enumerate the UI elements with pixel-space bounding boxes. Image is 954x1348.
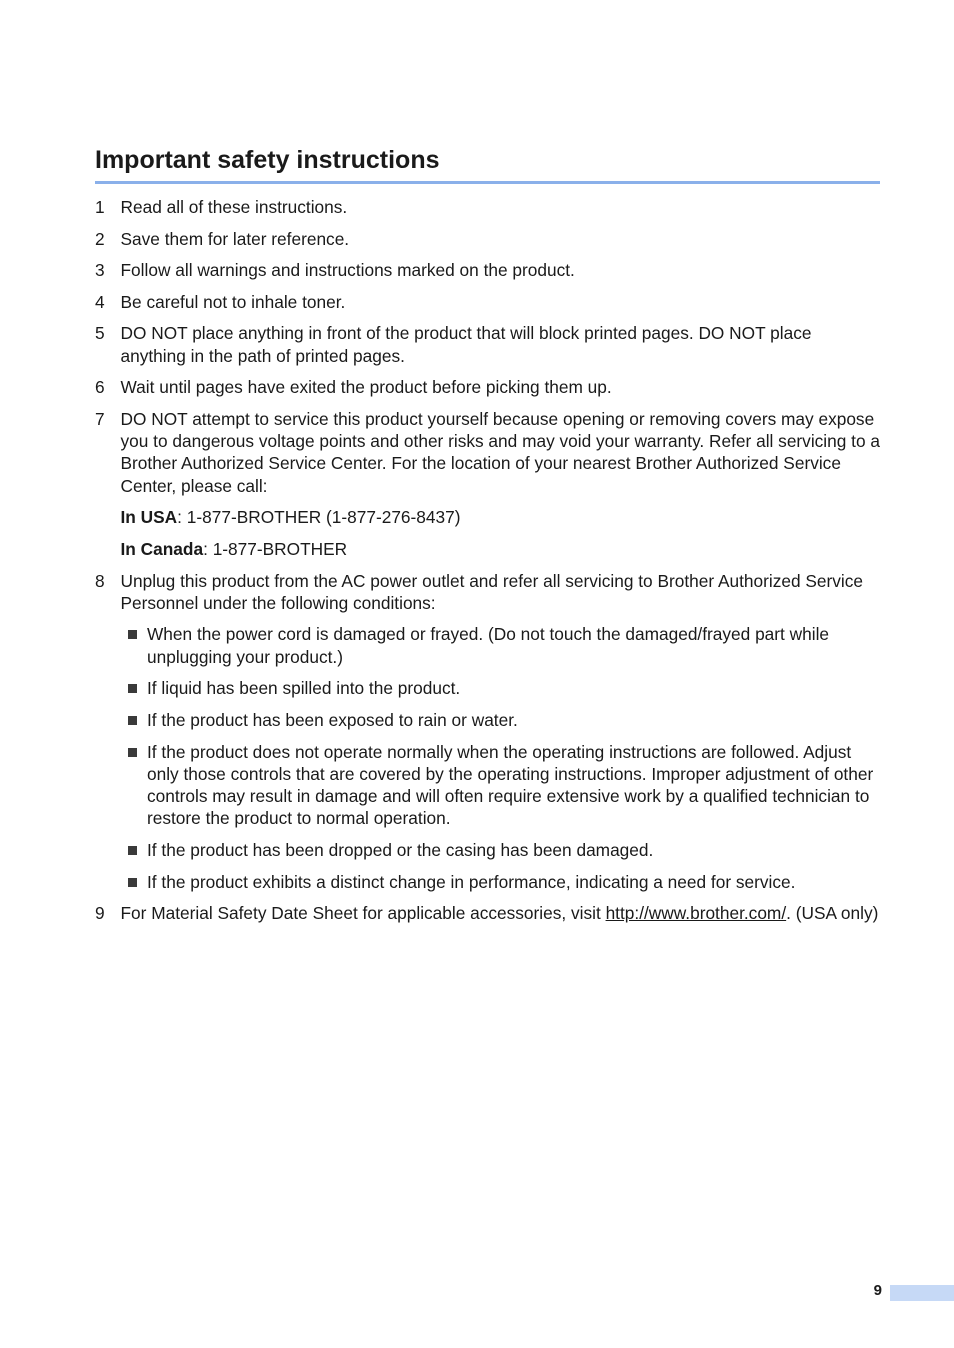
item-text: Read all of these instructions. bbox=[120, 197, 348, 217]
condition-text: If the product has been exposed to rain or water. bbox=[147, 709, 518, 730]
item-text: DO NOT attempt to service this product yourself because opening or removing covers may expose you to dangerous voltage points and other risks and may void your warranty. Refer all servicing to a Brother Authorized Service Center. For the location of your nearest Brother Authorized Service Center, please call: bbox=[120, 408, 880, 496]
list-item bbox=[95, 570, 880, 615]
title-rule bbox=[95, 181, 880, 184]
contact-usa bbox=[121, 506, 881, 528]
square-bullet-icon bbox=[127, 709, 147, 731]
list-item bbox=[95, 408, 880, 497]
condition-text: If liquid has been spilled into the product. bbox=[147, 678, 461, 699]
item-number: 3 bbox=[95, 260, 105, 281]
contact-canada-label: In Canada bbox=[120, 538, 204, 559]
page-number: 9 bbox=[873, 1282, 882, 1299]
square-bullet-icon bbox=[127, 623, 147, 668]
item-number: 6 bbox=[95, 377, 105, 398]
contact-canada bbox=[121, 538, 881, 560]
item-number: 1 bbox=[95, 197, 105, 217]
condition-item bbox=[127, 871, 880, 893]
list-item bbox=[95, 196, 880, 218]
square-bullet-icon bbox=[127, 677, 147, 699]
conditions-list bbox=[127, 623, 880, 892]
item-text: Be careful not to inhale toner. bbox=[120, 291, 346, 312]
item-text bbox=[121, 902, 881, 924]
condition-text: If the product exhibits a distinct change in performance, indicating a need for service. bbox=[147, 871, 796, 892]
condition-item bbox=[127, 839, 880, 861]
item-text: DO NOT place anything in front of the product that will block printed pages. DO NOT place anything in the path of printed pages. bbox=[120, 323, 812, 366]
condition-item bbox=[127, 741, 880, 830]
item-text: Unplug this product from the AC power outlet and refer all servicing to Brother Authorized Service Personnel under the following conditions: bbox=[120, 570, 864, 613]
square-bullet-icon bbox=[127, 741, 147, 830]
item-text: Follow all warnings and instructions marked on the product. bbox=[120, 260, 575, 281]
condition-item bbox=[127, 623, 880, 668]
contact-canada-value: : 1-877-BROTHER bbox=[203, 538, 348, 559]
item-number: 2 bbox=[95, 228, 105, 249]
list-item bbox=[95, 902, 880, 924]
list-item bbox=[95, 259, 880, 281]
condition-item bbox=[127, 677, 880, 699]
page-title: Important safety instructions bbox=[95, 146, 440, 174]
square-bullet-icon bbox=[127, 871, 147, 893]
list-item bbox=[95, 228, 880, 250]
condition-item bbox=[127, 709, 880, 731]
item-number: 9 bbox=[95, 903, 105, 924]
item-text: Wait until pages have exited the product before picking them up. bbox=[120, 377, 612, 398]
brother-website-link[interactable]: http://www.brother.com/ bbox=[605, 903, 787, 924]
item-number: 5 bbox=[95, 323, 105, 344]
condition-text: If the product does not operate normally when the operating instructions are followed. Adjust only those controls that are covered by the operating instructions. Improper adjustment of other controls may result in damage and will often require extensive work by a qualified technician to restore the product to normal operation. bbox=[147, 741, 874, 829]
item-number: 8 bbox=[95, 570, 105, 591]
contact-usa-label: In USA bbox=[120, 507, 178, 528]
page-tab bbox=[890, 1285, 954, 1301]
instruction-list bbox=[95, 196, 880, 934]
item-text: Save them for later reference. bbox=[120, 228, 350, 249]
list-item bbox=[95, 322, 880, 367]
condition-text: If the product has been dropped or the casing has been damaged. bbox=[147, 839, 654, 860]
square-bullet-icon bbox=[127, 839, 147, 861]
item-number: 7 bbox=[95, 408, 105, 429]
condition-text: When the power cord is damaged or frayed. (Do not touch the damaged/frayed part while unplugging your product.) bbox=[147, 624, 830, 667]
item-text-after: . (USA only) bbox=[786, 903, 879, 924]
contact-usa-value: : 1-877-BROTHER (1-877-276-8437) bbox=[177, 507, 461, 528]
item-number: 4 bbox=[95, 291, 105, 312]
list-item bbox=[95, 291, 880, 313]
list-item bbox=[95, 376, 880, 398]
item-text-before: For Material Safety Date Sheet for applicable accessories, visit bbox=[120, 903, 606, 924]
